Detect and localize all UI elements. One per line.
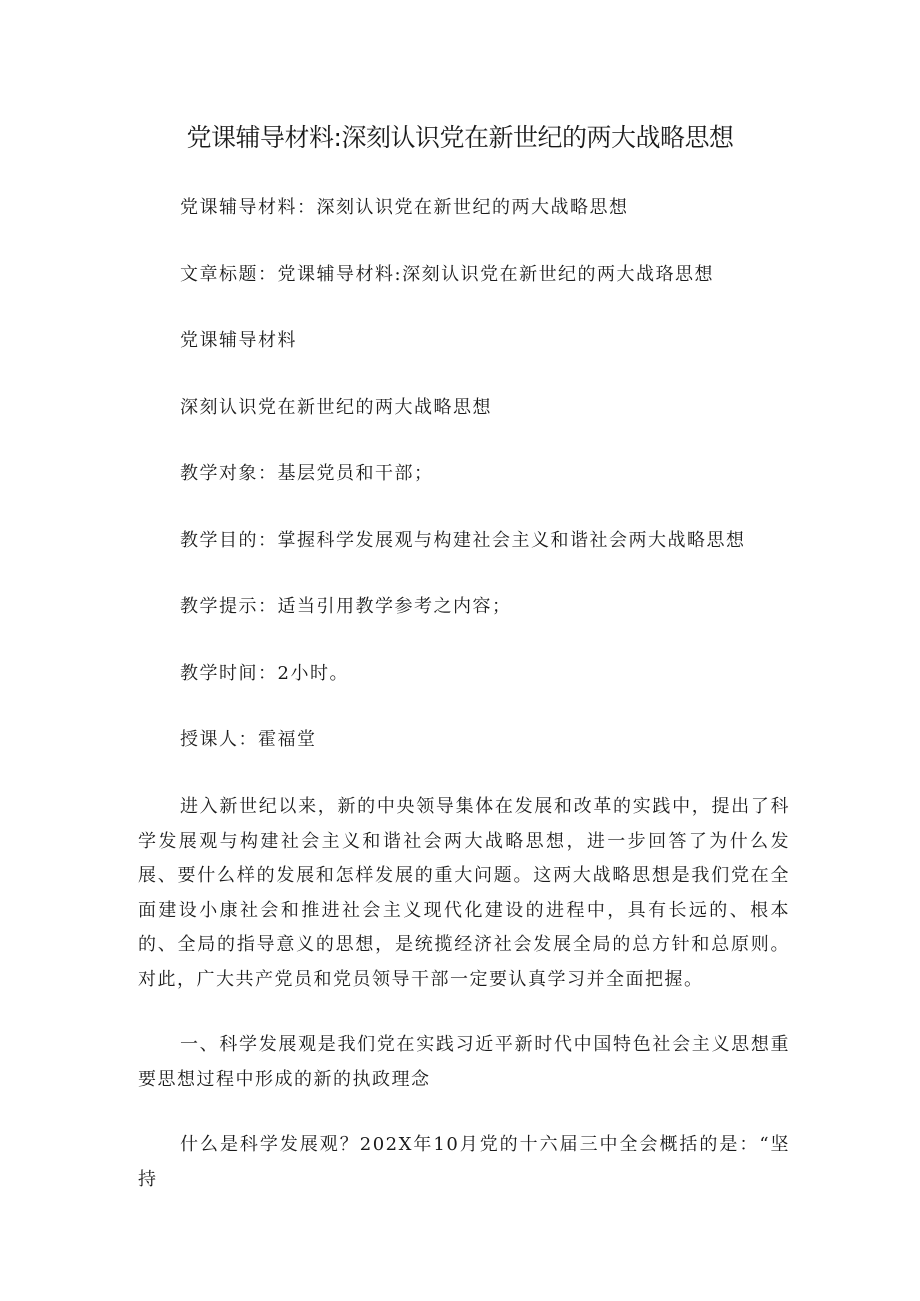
lecturer-line: 授课人：霍福堂 (180, 729, 317, 750)
teaching-goal-line: 教学目的：掌握科学发展观与构建社会主义和谐社会两大战略思想 (180, 530, 746, 551)
section-one-heading: 一、科学发展观是我们党在实践习近平新时代中国特色社会主义思想重要思想过程中形成的新的执政理念 (138, 1034, 790, 1090)
article-title-line: 文章标题：党课辅导材料:深刻认识党在新世纪的两大战珞思想 (180, 264, 715, 285)
material-label-line: 党课辅导材料 (180, 330, 297, 351)
teaching-hint-line: 教学提示：适当引用教学参考之内容； (180, 596, 512, 617)
intro-paragraph: 进入新世纪以来，新的中央领导集体在发展和改革的实践中，提出了科学发展观与构建社会主义和谐社会两大战略思想，进一步回答了为什么发展、要什么样的发展和怎样发展的重大问题。这两大战略思想是我们党在全面建设小康社会和推进社会主义现代化建设的进程中，具有长远的、根本的、全局的指导意义的思想，是统揽经济社会发展全局的总方针和总原则。对此，广大共产党员和党员领导干部一定要认真学习并全面把握。 (138, 796, 790, 990)
body-paragraph: 什么是科学发展观？202X年10月党的十六届三中全会概括的是：“坚持 (138, 1134, 790, 1190)
teaching-time-line: 教学时间：2小时。 (180, 663, 349, 684)
teaching-audience-line: 教学对象：基层党员和干部； (180, 463, 434, 484)
subtitle-line: 党课辅导材料：深刻认识党在新世纪的两大战略思想 (180, 197, 629, 218)
document-title: 党课辅导材料:深刻认识党在新世纪的两大战略思想 (186, 123, 734, 152)
topic-line: 深刻认识党在新世纪的两大战略思想 (180, 397, 492, 418)
